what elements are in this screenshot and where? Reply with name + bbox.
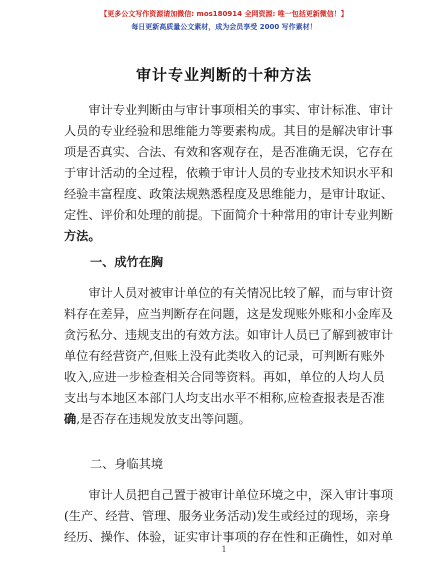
section-1-line: 收入,应进一步检查相关合同等资料。再如，单位的人均人员	[64, 370, 385, 384]
intro-paragraph	[64, 100, 394, 247]
section-heading-2: 二、身临其境	[90, 457, 164, 471]
section-2-line: 审计人员把自己置于被审计单位环境之中，深入审计事项	[88, 488, 394, 502]
section-2-line: 经历、操作、体验，证实审计事项的存在性和正确性，如对单	[64, 530, 394, 544]
section-1-line: 审计人员对被审计单位的有关情况比较了解，而与审计资	[88, 286, 394, 300]
section-1-last-line	[64, 409, 364, 430]
promo-banner-line-2: 每日更新高质量公文素材，成为会员享受 2000 写作素材！	[131, 23, 317, 31]
document-title: 审计专业判断的十种方法	[135, 66, 312, 84]
promo-banner-line-1: 【更多公文写作资源请加微信: mos180914 全网资源: 唯一包括更新微信！】	[100, 10, 348, 18]
section-heading-1: 一、成竹在胸	[90, 255, 164, 269]
section-2-paragraph	[64, 485, 394, 548]
section-1-paragraph	[64, 283, 394, 430]
intro-line: 于审计活动的全过程，依赖于审计人员的专业技术知识水平和	[64, 166, 394, 180]
intro-line: 定性、评价和处理的前提。下面简介十种常用的审计专业判断	[64, 208, 394, 222]
intro-line: 方法。	[64, 229, 101, 243]
intro-line: 审计专业判断由与审计事项相关的事实、审计标准、审计	[88, 103, 394, 117]
section-1-line: 支出与本地区本部门人均支出水平不相称,应检查报表是否准	[64, 391, 385, 405]
intro-line: 经验丰富程度、政策法规熟悉程度及思维能力，是审计取证、	[64, 187, 394, 201]
page-number: 1	[221, 545, 227, 554]
section-1-line: 贪污私分、违规支出的有效方法。如审计人员已了解到被审计	[64, 328, 394, 342]
intro-line: 项是否真实、合法、有效和客观存在，是否准确无误，它存在	[64, 145, 394, 159]
intro-line: 人员的专业经验和思维能力等要素构成。其目的是解决审计事	[64, 124, 394, 138]
section-1-line: 单位有经营资产,但账上没有此类收入的记录，可判断有账外	[64, 349, 385, 363]
section-1-line: 料存在差异，应当判断存在问题，这是发现账外账和小金库及	[64, 307, 394, 321]
plain-text: ,是否存在违规发放支出等问题。	[76, 412, 251, 426]
section-2-line: (生产、经营、管理、服务业务活动)发生或经过的现场，亲身	[64, 509, 391, 523]
bold-text: 确	[64, 412, 77, 426]
